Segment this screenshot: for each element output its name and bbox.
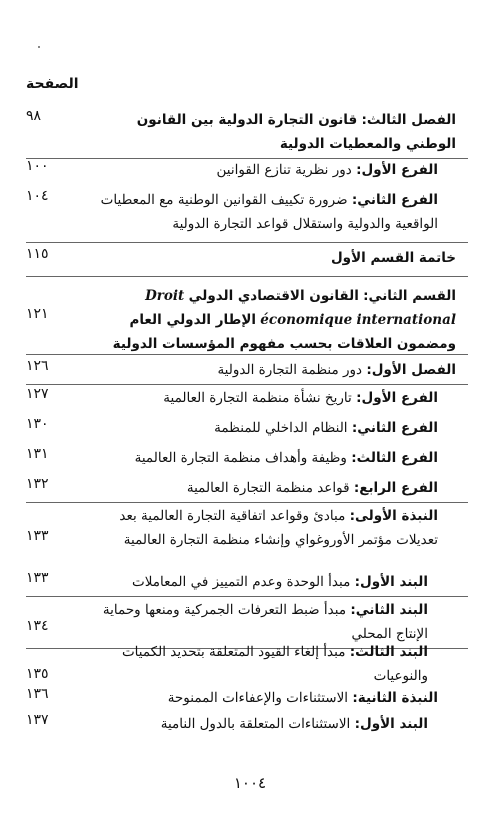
page-footer-number: ١٠٠٤ [233, 774, 267, 792]
entry-text: الفرع الأول: تاريخ نشأة منظمة التجارة العالمية [163, 390, 438, 406]
divider [26, 384, 468, 385]
entry-text: الفرع الأول: دور نظرية تنازع القوانين [216, 162, 438, 178]
page-number: ١٣٦ [26, 686, 49, 702]
entry-text: البند الأول: مبدأ الوحدة وعدم التمييز في المعاملات [132, 574, 428, 590]
page-number: ١٣٣ [26, 528, 49, 544]
entry-text: النبذة الثانية: الاستثناءات والإعفاءات الممنوحة [167, 690, 438, 706]
page-number: ١٠٤ [26, 188, 49, 204]
divider [26, 242, 468, 243]
entry-text: خاتمة القسم الأول [330, 250, 456, 266]
entry-text: البند الأول: الاستثناءات المتعلقة بالدول النامية [160, 716, 428, 732]
page-number: ١٢٦ [26, 358, 49, 374]
entry-text: البند الثالث: مبدأ إلغاء القيود المتعلقة بتحديد الكميات والنوعيات [121, 644, 428, 684]
entry-text: الفصل الأول: دور منظمة التجارة الدولية [217, 362, 456, 378]
page-number: ١٣٤ [26, 618, 49, 634]
entry-text: الفرع الثاني: ضرورة تكييف القوانين الوطنية مع المعطيات الواقعية والدولية واستقلال قواعد التجارة الدولية [100, 192, 438, 232]
entry-text: الفرع الرابع: قواعد منظمة التجارة العالمية [186, 480, 438, 496]
page-number: ١٣٧ [26, 712, 49, 728]
divider [26, 502, 468, 503]
divider [26, 276, 468, 277]
page-column-label: الصفحة [26, 76, 79, 92]
page-number: ١٣١ [26, 446, 49, 462]
entry-text: القسم الثاني: القانون الاقتصادي الدولي Droit économique international الإطار الدولي العام ومضمون العلاقات بحسب مفهوم المؤسسات الدولية [112, 288, 456, 352]
divider [26, 596, 468, 597]
entry-text: الفرع الثالث: وظيفة وأهداف منظمة التجارة العالمية [134, 450, 438, 466]
page-number: ١٣٥ [26, 666, 49, 682]
entry-text: النبذة الأولى: مبادئ وقواعد اتفاقية التجارة العالمية بعد تعديلات مؤتمر الأوروغواي وإنشاء منظمة التجارة العالمية [119, 508, 438, 548]
entry-text: الفرع الثاني: النظام الداخلي للمنظمة [214, 420, 438, 436]
page-number: ١٣٠ [26, 416, 49, 432]
page-number: ١١٥ [26, 246, 49, 262]
page-number: ١٣٢ [26, 476, 49, 492]
entry-text: البند الثاني: مبدأ ضبط التعرفات الجمركية ومنعها وحماية الإنتاج المحلي [102, 602, 428, 642]
page-number: ١٢٧ [26, 386, 49, 402]
divider [26, 354, 468, 355]
page-number: ١٠٠ [26, 158, 49, 174]
scan-speck [38, 46, 40, 48]
page-number: ٩٨ [26, 108, 42, 124]
page-number: ١٣٣ [26, 570, 49, 586]
entry-text: الفصل الثالث: قانون التجارة الدولية بين القانون الوطني والمعطيات الدولية [136, 112, 456, 152]
page-number: ١٢١ [26, 306, 49, 322]
